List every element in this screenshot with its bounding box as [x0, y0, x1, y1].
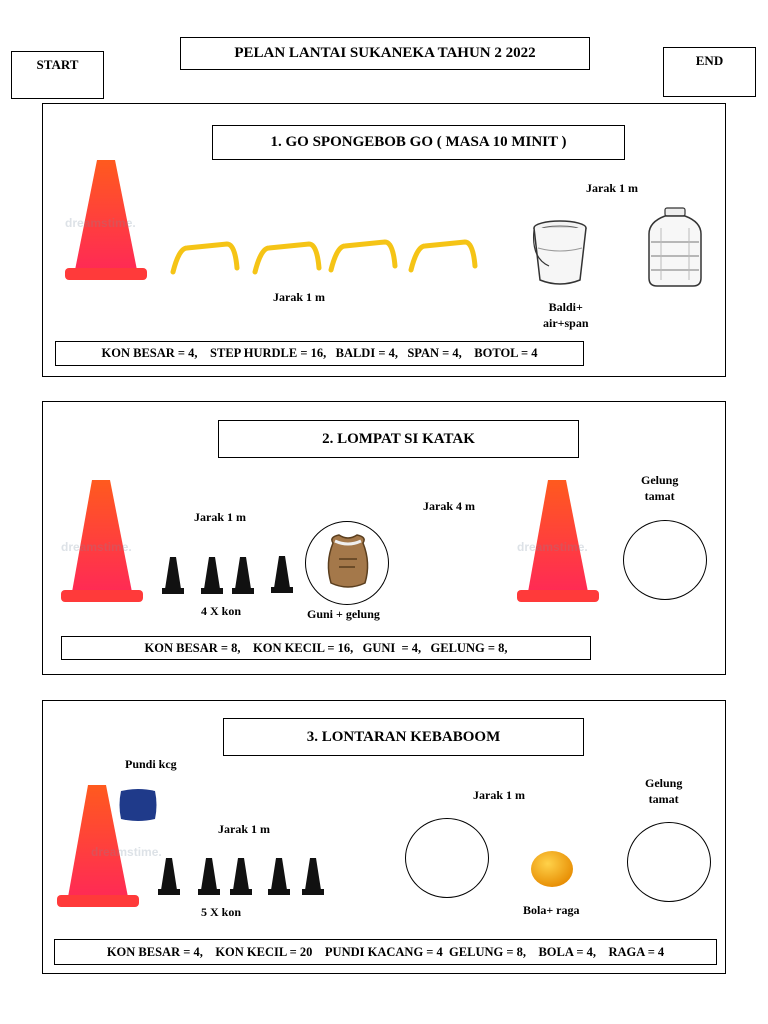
bean-bag-label: Pundi kcg — [125, 757, 177, 771]
small-cone-icon — [197, 856, 221, 896]
sack-label: Guni + gelung — [307, 607, 380, 621]
equipment-summary — [61, 636, 591, 660]
section-go-spongebob — [42, 103, 726, 377]
step-hurdle-icon — [251, 238, 327, 276]
small-cone-icon — [231, 555, 255, 595]
equipment-summary-text: KON BESAR = 8, KON KECIL = 16, GUNI = 4, GELUNG = 8, — [144, 640, 508, 655]
finish-label-line1: Gelung — [645, 776, 683, 790]
bucket-icon — [529, 218, 591, 290]
section-title — [212, 125, 625, 160]
bucket-label-line2: air+span — [543, 316, 589, 330]
distance-label: Jarak 1 m — [473, 788, 525, 802]
watermark: dreamstime. — [517, 540, 588, 554]
small-cone-icon — [270, 554, 294, 594]
sack-icon — [325, 533, 371, 591]
section-title-text: 1. GO SPONGEBOB GO ( MASA 10 MINIT ) — [270, 134, 567, 150]
equipment-summary — [54, 939, 717, 965]
finish-hoop-icon — [627, 822, 711, 902]
equipment-summary-text: KON BESAR = 4, KON KECIL = 20 PUNDI KACANG = 4 GELUNG = 8, BOLA = 4, RAGA = 4 — [106, 944, 665, 959]
finish-label-line1: Gelung — [641, 473, 679, 487]
section-title-text: 3. LONTARAN KEBABOOM — [306, 728, 501, 745]
small-cone-icon — [229, 856, 253, 896]
finish-label-line2: tamat — [648, 792, 679, 806]
section-title-text: 2. LOMPAT SI KATAK — [322, 430, 475, 447]
small-cone-icon — [301, 856, 325, 896]
cones-count-label: 4 X kon — [201, 604, 242, 618]
ball-icon — [529, 849, 575, 889]
distance-label: Jarak 4 m — [423, 499, 475, 513]
watermark: dreamstime. — [61, 540, 132, 554]
small-cone-icon — [200, 555, 224, 595]
step-hurdle-icon — [407, 236, 483, 274]
distance-label: Jarak 1 m — [218, 822, 270, 836]
watermark: dreamstime. — [65, 216, 136, 230]
finish-label-line2: tamat — [644, 489, 675, 503]
end-box — [663, 47, 756, 97]
step-hurdle-icon — [169, 238, 245, 276]
section-title — [218, 420, 579, 458]
page-title-box — [180, 37, 590, 70]
finish-hoop-label — [641, 472, 678, 504]
watermark: dreamstime. — [91, 845, 162, 859]
distance-label: Jarak 1 m — [194, 510, 246, 524]
hoop-icon — [405, 818, 489, 898]
ball-label: Bola+ raga — [523, 903, 580, 917]
cones-count-label: 5 X kon — [201, 905, 242, 919]
start-label: START — [36, 57, 79, 72]
end-label: END — [695, 53, 724, 68]
finish-hoop-icon — [623, 520, 707, 600]
finish-hoop-label — [645, 775, 682, 807]
small-cone-icon — [161, 555, 185, 595]
water-bottle-icon — [643, 206, 707, 288]
small-cone-icon — [267, 856, 291, 896]
section-lompat-si-katak — [42, 401, 726, 675]
section-title — [223, 718, 584, 756]
distance-label: Jarak 1 m — [273, 290, 325, 304]
section-lontaran-kebaboom — [42, 700, 726, 974]
bucket-label-line1: Baldi+ — [548, 300, 583, 314]
equipment-summary-text: KON BESAR = 4, STEP HURDLE = 16, BALDI = 4, SPAN = 4, BOTOL = 4 — [101, 346, 538, 360]
step-hurdle-icon — [327, 236, 403, 274]
equipment-summary — [55, 341, 584, 366]
small-cone-icon — [157, 856, 181, 896]
distance-label: Jarak 1 m — [586, 181, 638, 195]
start-box — [11, 51, 104, 99]
bucket-label — [543, 299, 589, 331]
page-title: PELAN LANTAI SUKANEKA TAHUN 2 2022 — [234, 45, 536, 61]
